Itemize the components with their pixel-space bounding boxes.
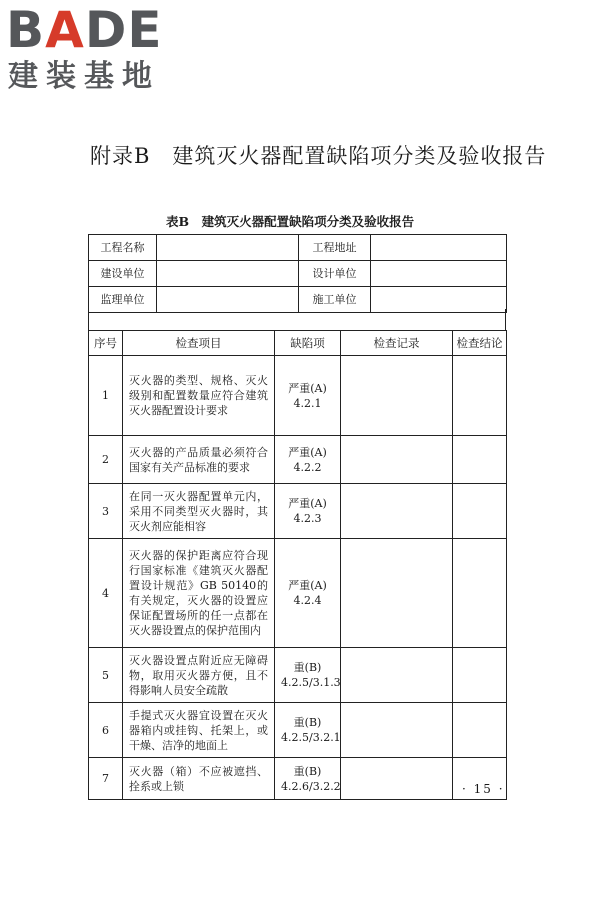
inspection-row [89, 539, 507, 648]
row-number: 2 [89, 436, 123, 484]
check-conclusion[interactable] [453, 356, 507, 436]
info-label: 工程地址 [299, 235, 371, 261]
inspection-row [89, 436, 507, 484]
check-conclusion[interactable] [453, 648, 507, 703]
logo-wordmark: BADE [6, 1, 163, 59]
check-record[interactable] [341, 758, 453, 800]
check-conclusion[interactable] [453, 484, 507, 539]
defect-severity: 重(B) [293, 764, 322, 778]
defect-severity: 重(B) [293, 716, 322, 729]
appendix-title: 附录B 建筑灭火器配置缺陷项分类及验收报告 [90, 144, 547, 168]
info-label: 设计单位 [299, 261, 371, 287]
check-conclusion[interactable] [453, 703, 507, 758]
table-spacer-row [88, 309, 506, 330]
defect-class [275, 758, 341, 800]
info-row [89, 235, 507, 261]
defect-severity: 严重(A) [288, 579, 327, 592]
inspection-row [89, 758, 507, 800]
row-number: 4 [89, 539, 123, 648]
info-label: 建设单位 [89, 261, 157, 287]
defect-class [275, 484, 341, 539]
row-number: 3 [89, 484, 123, 539]
check-item: 灭火器的产品质量必须符合国家有关产品标准的要求 [123, 436, 275, 484]
page-number: · 15 · [462, 782, 505, 796]
inspection-row [89, 484, 507, 539]
info-value[interactable] [371, 261, 507, 287]
defect-class [275, 436, 341, 484]
inspection-row [89, 356, 507, 436]
inspection-row [89, 703, 507, 758]
info-value[interactable] [157, 235, 299, 261]
check-record[interactable] [341, 539, 453, 648]
logo-subtitle: 建装基地 [8, 59, 160, 94]
row-number: 7 [89, 758, 123, 800]
project-info-table [88, 234, 507, 313]
defect-severity: 严重(A) [288, 497, 327, 510]
check-conclusion[interactable] [453, 539, 507, 648]
defect-clause: 4.2.2 [293, 460, 322, 474]
check-conclusion[interactable] [453, 436, 507, 484]
check-item: 灭火器设置点附近应无障碍物，取用灭火器方便，且不得影响人员安全疏散 [123, 648, 275, 703]
info-value[interactable] [371, 235, 507, 261]
header-defect: 缺陷项 [275, 331, 341, 356]
row-number: 5 [89, 648, 123, 703]
defect-severity: 重(B) [293, 661, 322, 674]
info-row [89, 261, 507, 287]
defect-clause: 4.2.6/3.2.2 [281, 779, 341, 793]
header-no: 序号 [89, 331, 123, 356]
check-record[interactable] [341, 484, 453, 539]
defect-class [275, 539, 341, 648]
header-record: 检查记录 [341, 331, 453, 356]
check-record[interactable] [341, 356, 453, 436]
check-item: 在同一灭火器配置单元内，采用不同类型灭火器时，其灭火剂应能相容 [123, 484, 275, 539]
check-item: 灭火器（箱）不应被遮挡、拴系或上锁 [123, 758, 275, 800]
row-number: 6 [89, 703, 123, 758]
defect-severity: 严重(A) [288, 381, 327, 395]
defect-clause: 4.2.3 [293, 512, 322, 525]
brand-logo [6, 1, 176, 99]
defect-class [275, 648, 341, 703]
defect-class [275, 356, 341, 436]
info-label: 施工单位 [299, 287, 371, 313]
check-item: 灭火器的保护距离应符合现行国家标准《建筑灭火器配置设计规范》GB 50140的有关规定，灭火器的设置应保证配置场所的任一点都在灭火器设置点的保护范围内 [123, 539, 275, 648]
check-item: 手提式灭火器宜设置在灭火器箱内或挂钩、托架上，或干燥、洁净的地面上 [123, 703, 275, 758]
check-record[interactable] [341, 648, 453, 703]
table-caption: 表B 建筑灭火器配置缺陷项分类及验收报告 [166, 214, 415, 229]
header-item: 检查项目 [123, 331, 275, 356]
defect-clause: 4.2.5/3.1.3 [281, 676, 341, 689]
defect-class [275, 703, 341, 758]
defect-clause: 4.2.4 [293, 594, 322, 607]
inspection-row [89, 648, 507, 703]
defect-severity: 严重(A) [288, 445, 327, 459]
defect-clause: 4.2.5/3.2.1 [281, 731, 341, 744]
row-number: 1 [89, 356, 123, 436]
inspection-header-row [89, 331, 507, 356]
info-label: 工程名称 [89, 235, 157, 261]
check-record[interactable] [341, 703, 453, 758]
info-label: 监理单位 [89, 287, 157, 313]
defect-clause: 4.2.1 [293, 396, 322, 410]
info-value[interactable] [157, 261, 299, 287]
check-record[interactable] [341, 436, 453, 484]
header-conclusion: 检查结论 [453, 331, 507, 356]
inspection-table [88, 330, 507, 800]
check-item: 灭火器的类型、规格、灭火级别和配置数量应符合建筑灭火器配置设计要求 [123, 356, 275, 436]
